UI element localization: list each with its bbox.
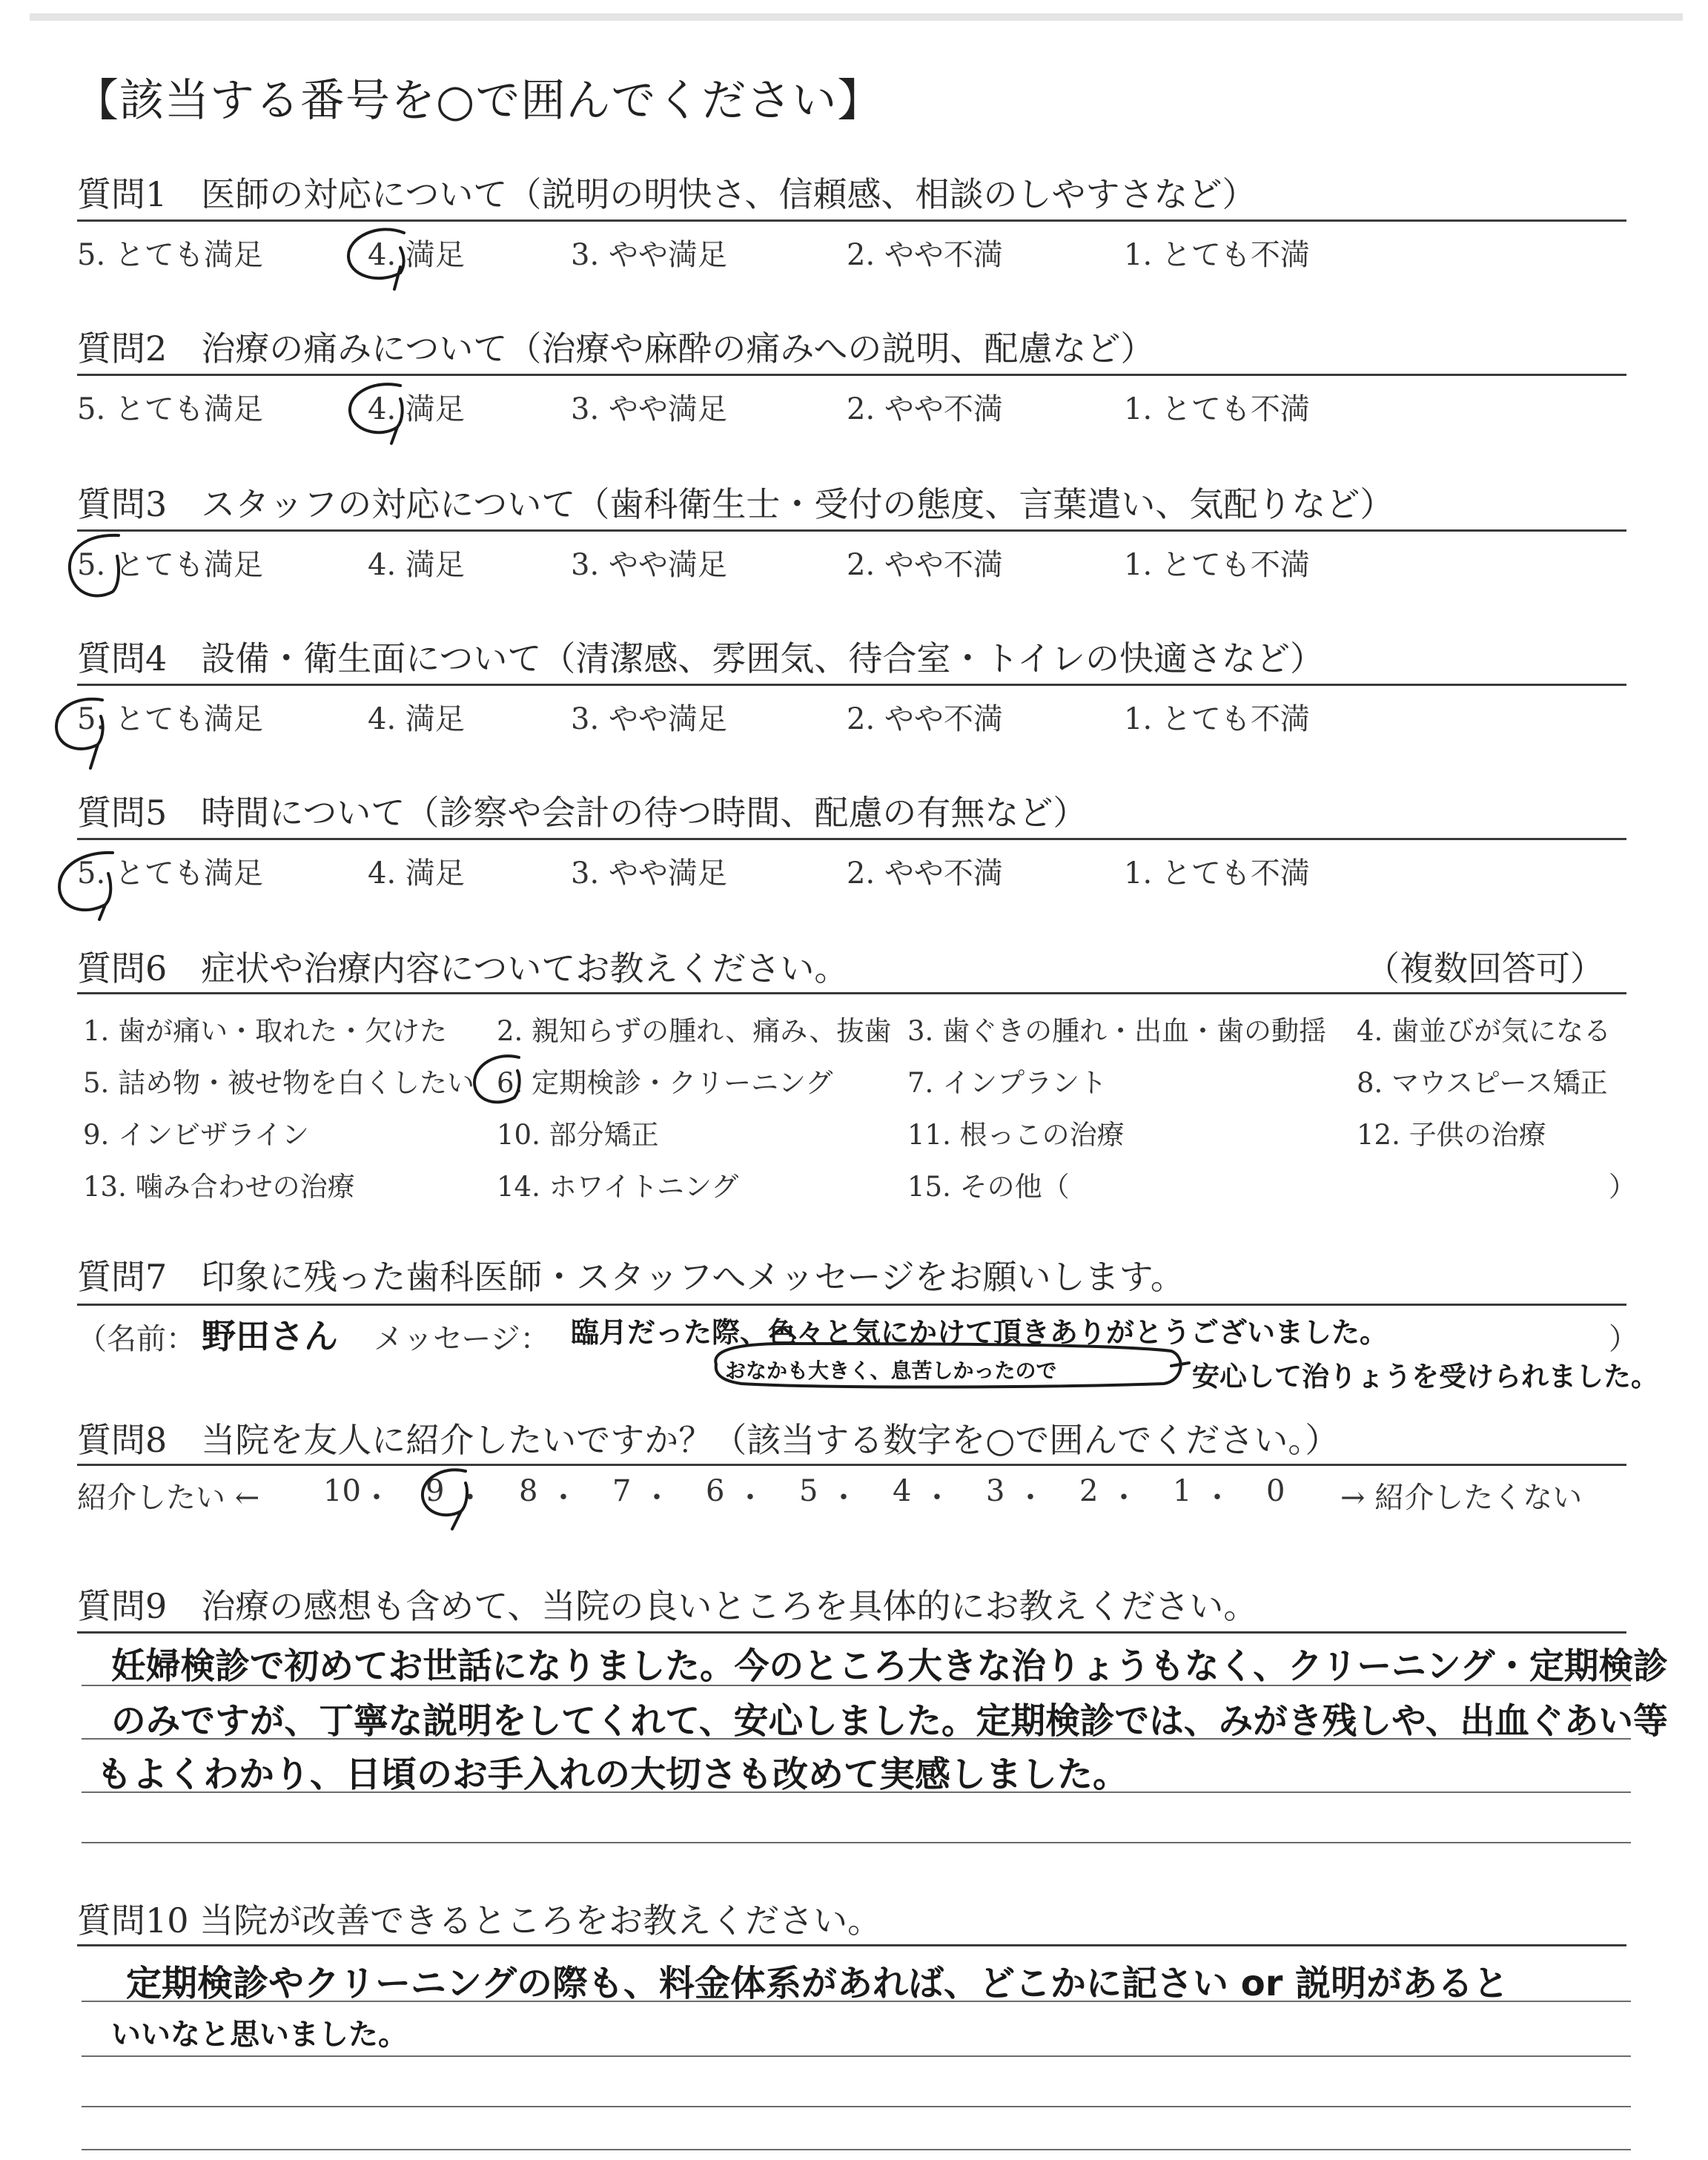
- q8-number-7[interactable]: 7: [612, 1474, 632, 1508]
- q7-message-label: メッセージ：: [374, 1322, 550, 1356]
- q6-option-1[interactable]: 1. 歯が痛い・取れた・欠けた: [83, 1015, 448, 1047]
- q9-answer-line3: もよくわかり、日頃のお手入れの大切さも改めて実感しました。: [96, 1754, 1129, 1795]
- q10-rule: [77, 1944, 1626, 1946]
- q10-writing-line: [82, 2149, 1631, 2150]
- q8-dot: ・: [922, 1481, 952, 1515]
- q6-option-7[interactable]: 7. インプラント: [907, 1067, 1108, 1099]
- scan-top-edge: [30, 13, 1683, 21]
- q8-left-label: 紹介したい ←: [77, 1481, 260, 1515]
- q2-option-3[interactable]: 3. やや満足: [571, 392, 727, 426]
- q6-option-2[interactable]: 2. 親知らずの腫れ、痛み、抜歯: [497, 1015, 892, 1047]
- q3-rule: [77, 529, 1626, 532]
- q6-option-14[interactable]: 14. ホワイトニング: [497, 1171, 739, 1203]
- q3-option-4[interactable]: 4. 満足: [368, 548, 465, 582]
- q7-title: 質問7 印象に残った歯科医師・スタッフへメッセージをお願いします。: [77, 1257, 1185, 1297]
- q8-number-6[interactable]: 6: [706, 1474, 725, 1508]
- q4-option-3[interactable]: 3. やや満足: [571, 702, 727, 736]
- q8-number-1[interactable]: 1: [1173, 1474, 1192, 1508]
- q4-option-4[interactable]: 4. 満足: [368, 702, 465, 736]
- q1-option-1[interactable]: 1. とても不満: [1124, 238, 1310, 272]
- q10-title: 質問10 当院が改善できるところをお教えください。: [77, 1900, 882, 1941]
- q10-writing-line: [82, 2106, 1631, 2107]
- q5-option-2[interactable]: 2. やや不満: [847, 856, 1003, 891]
- q6-option-4[interactable]: 4. 歯並びが気になる: [1357, 1015, 1612, 1047]
- q8-dot: ・: [642, 1481, 672, 1515]
- q1-option-2[interactable]: 2. やや不満: [847, 238, 1003, 272]
- q9-writing-line: [82, 1842, 1631, 1843]
- q5-title: 質問5 時間について（診察や会計の待つ時間、配慮の有無など）: [77, 793, 1088, 833]
- q3-option-5[interactable]: 5. とても満足: [77, 548, 263, 582]
- q4-options: [77, 696, 1604, 736]
- q6-option-8[interactable]: 8. マウスピース矯正: [1357, 1067, 1608, 1099]
- q6-option-12[interactable]: 12. 子供の治療: [1357, 1119, 1546, 1151]
- q7-message-line2: 安心して治りょうを受けられました。: [1192, 1361, 1658, 1393]
- q2-option-4[interactable]: 4. 満足: [368, 392, 465, 426]
- q8-dot: ・: [362, 1481, 391, 1515]
- q3-options: [77, 541, 1604, 582]
- q9-answer-line1: 妊婦検診で初めてお世話になりました。今のところ大きな治りょうもなく、クリーニング・定期検診: [111, 1645, 1668, 1687]
- q8-number-8[interactable]: 8: [519, 1474, 538, 1508]
- q7-name-label: （名前：: [77, 1322, 196, 1356]
- q1-rule: [77, 219, 1626, 222]
- q2-rule: [77, 374, 1626, 376]
- q3-option-1[interactable]: 1. とても不満: [1124, 548, 1310, 582]
- q1-options: [77, 231, 1604, 272]
- q6-option-3[interactable]: 3. 歯ぐきの腫れ・出血・歯の動揺: [907, 1015, 1327, 1047]
- q6-option-13[interactable]: 13. 噛み合わせの治療: [83, 1171, 355, 1203]
- q8-number-9[interactable]: 9: [426, 1474, 445, 1508]
- q6-other-close-paren: ）: [1609, 1171, 1636, 1203]
- q7-close-paren: ）: [1609, 1322, 1638, 1356]
- q6-title: 質問6 症状や治療内容についてお教えください。: [77, 948, 849, 988]
- q8-number-3[interactable]: 3: [986, 1474, 1005, 1508]
- q5-option-5[interactable]: 5. とても満足: [77, 856, 263, 891]
- q6-option-15[interactable]: 15. その他（: [907, 1171, 1070, 1203]
- q8-number-5[interactable]: 5: [799, 1474, 818, 1508]
- q1-title: 質問1 医師の対応について（説明の明快さ、信頼感、相談のしやすさなど）: [77, 174, 1257, 214]
- q10-writing-line: [82, 2055, 1631, 2057]
- q8-dot: ・: [1109, 1481, 1139, 1515]
- q4-rule: [77, 684, 1626, 686]
- form-title: 【該当する番号を○で囲んでください】: [74, 75, 883, 127]
- q4-title: 質問4 設備・衛生面について（清潔感、雰囲気、待合室・トイレの快適さなど）: [77, 638, 1325, 678]
- q7-rule: [77, 1304, 1626, 1306]
- q8-number-10[interactable]: 10: [323, 1474, 361, 1508]
- q9-answer-line2: のみですが、丁寧な説明をしてくれて、安心しました。定期検診では、みがき残しや、出血ぐあい等: [111, 1700, 1668, 1742]
- q8-dot: ・: [455, 1481, 485, 1515]
- q5-option-4[interactable]: 4. 満足: [368, 856, 465, 891]
- q1-option-4[interactable]: 4. 満足: [368, 238, 465, 272]
- q8-dot: ・: [735, 1481, 765, 1515]
- q9-title: 質問9 治療の感想も含めて、当院の良いところを具体的にお教えください。: [77, 1586, 1258, 1626]
- q6-rule: [77, 992, 1626, 994]
- q4-option-1[interactable]: 1. とても不満: [1124, 702, 1310, 736]
- q5-option-1[interactable]: 1. とても不満: [1124, 856, 1310, 891]
- q6-note: （複数回答可）: [1366, 948, 1604, 988]
- q4-option-2[interactable]: 2. やや不満: [847, 702, 1003, 736]
- q8-dot: ・: [549, 1481, 578, 1515]
- q8-dot: ・: [1016, 1481, 1045, 1515]
- q5-option-3[interactable]: 3. やや満足: [571, 856, 727, 891]
- q7-name-value: 野田さん: [202, 1316, 338, 1356]
- q5-rule: [77, 838, 1626, 840]
- q8-dot: ・: [829, 1481, 858, 1515]
- q3-option-2[interactable]: 2. やや不満: [847, 548, 1003, 582]
- q8-right-label: → 紹介したくない: [1340, 1481, 1583, 1515]
- q5-options: [77, 850, 1604, 891]
- q1-option-5[interactable]: 5. とても満足: [77, 238, 263, 272]
- q8-rule: [77, 1464, 1626, 1466]
- q7-message-line1: 臨月だった際、色々と気にかけて頂きありがとうございました。: [571, 1316, 1388, 1349]
- q2-option-2[interactable]: 2. やや不満: [847, 392, 1003, 426]
- q3-title: 質問3 スタッフの対応について（歯科衛生士・受付の態度、言葉遣い、気配りなど）: [77, 484, 1394, 524]
- q10-answer-line2: いいなと思いました。: [111, 2018, 408, 2052]
- q7-message-insert: おなかも大きく、息苦しかったので: [725, 1358, 1057, 1383]
- q2-title: 質問2 治療の痛みについて（治療や麻酔の痛みへの説明、配慮など）: [77, 328, 1155, 369]
- q2-options: [77, 386, 1604, 426]
- q6-option-9[interactable]: 9. インビザライン: [83, 1119, 309, 1151]
- q1-option-3[interactable]: 3. やや満足: [571, 238, 727, 272]
- q4-option-5[interactable]: 5. とても満足: [77, 702, 263, 736]
- q8-scale: [0, 1474, 1708, 1515]
- q9-rule: [77, 1631, 1626, 1634]
- q2-option-5[interactable]: 5. とても満足: [77, 392, 263, 426]
- q8-title: 質問8 当院を友人に紹介したいですか？（該当する数字を○で囲んでください。）: [77, 1420, 1340, 1460]
- q10-answer-line1: 定期検診やクリーニングの際も、料金体系があれば、どこかに記さい or 説明があると: [126, 1963, 1509, 2004]
- q6-option-10[interactable]: 10. 部分矯正: [497, 1119, 659, 1151]
- q6-option-6[interactable]: 6. 定期検診・クリーニング: [497, 1067, 833, 1099]
- q6-option-5[interactable]: 5. 詰め物・被せ物を白くしたい: [83, 1067, 475, 1099]
- q8-number-4[interactable]: 4: [893, 1474, 912, 1508]
- q8-number-2[interactable]: 2: [1079, 1474, 1099, 1508]
- q3-option-3[interactable]: 3. やや満足: [571, 548, 727, 582]
- q6-option-11[interactable]: 11. 根っこの治療: [907, 1119, 1125, 1151]
- q2-option-1[interactable]: 1. とても不満: [1124, 392, 1310, 426]
- q8-number-0[interactable]: 0: [1266, 1474, 1285, 1508]
- q8-dot: ・: [1202, 1481, 1232, 1515]
